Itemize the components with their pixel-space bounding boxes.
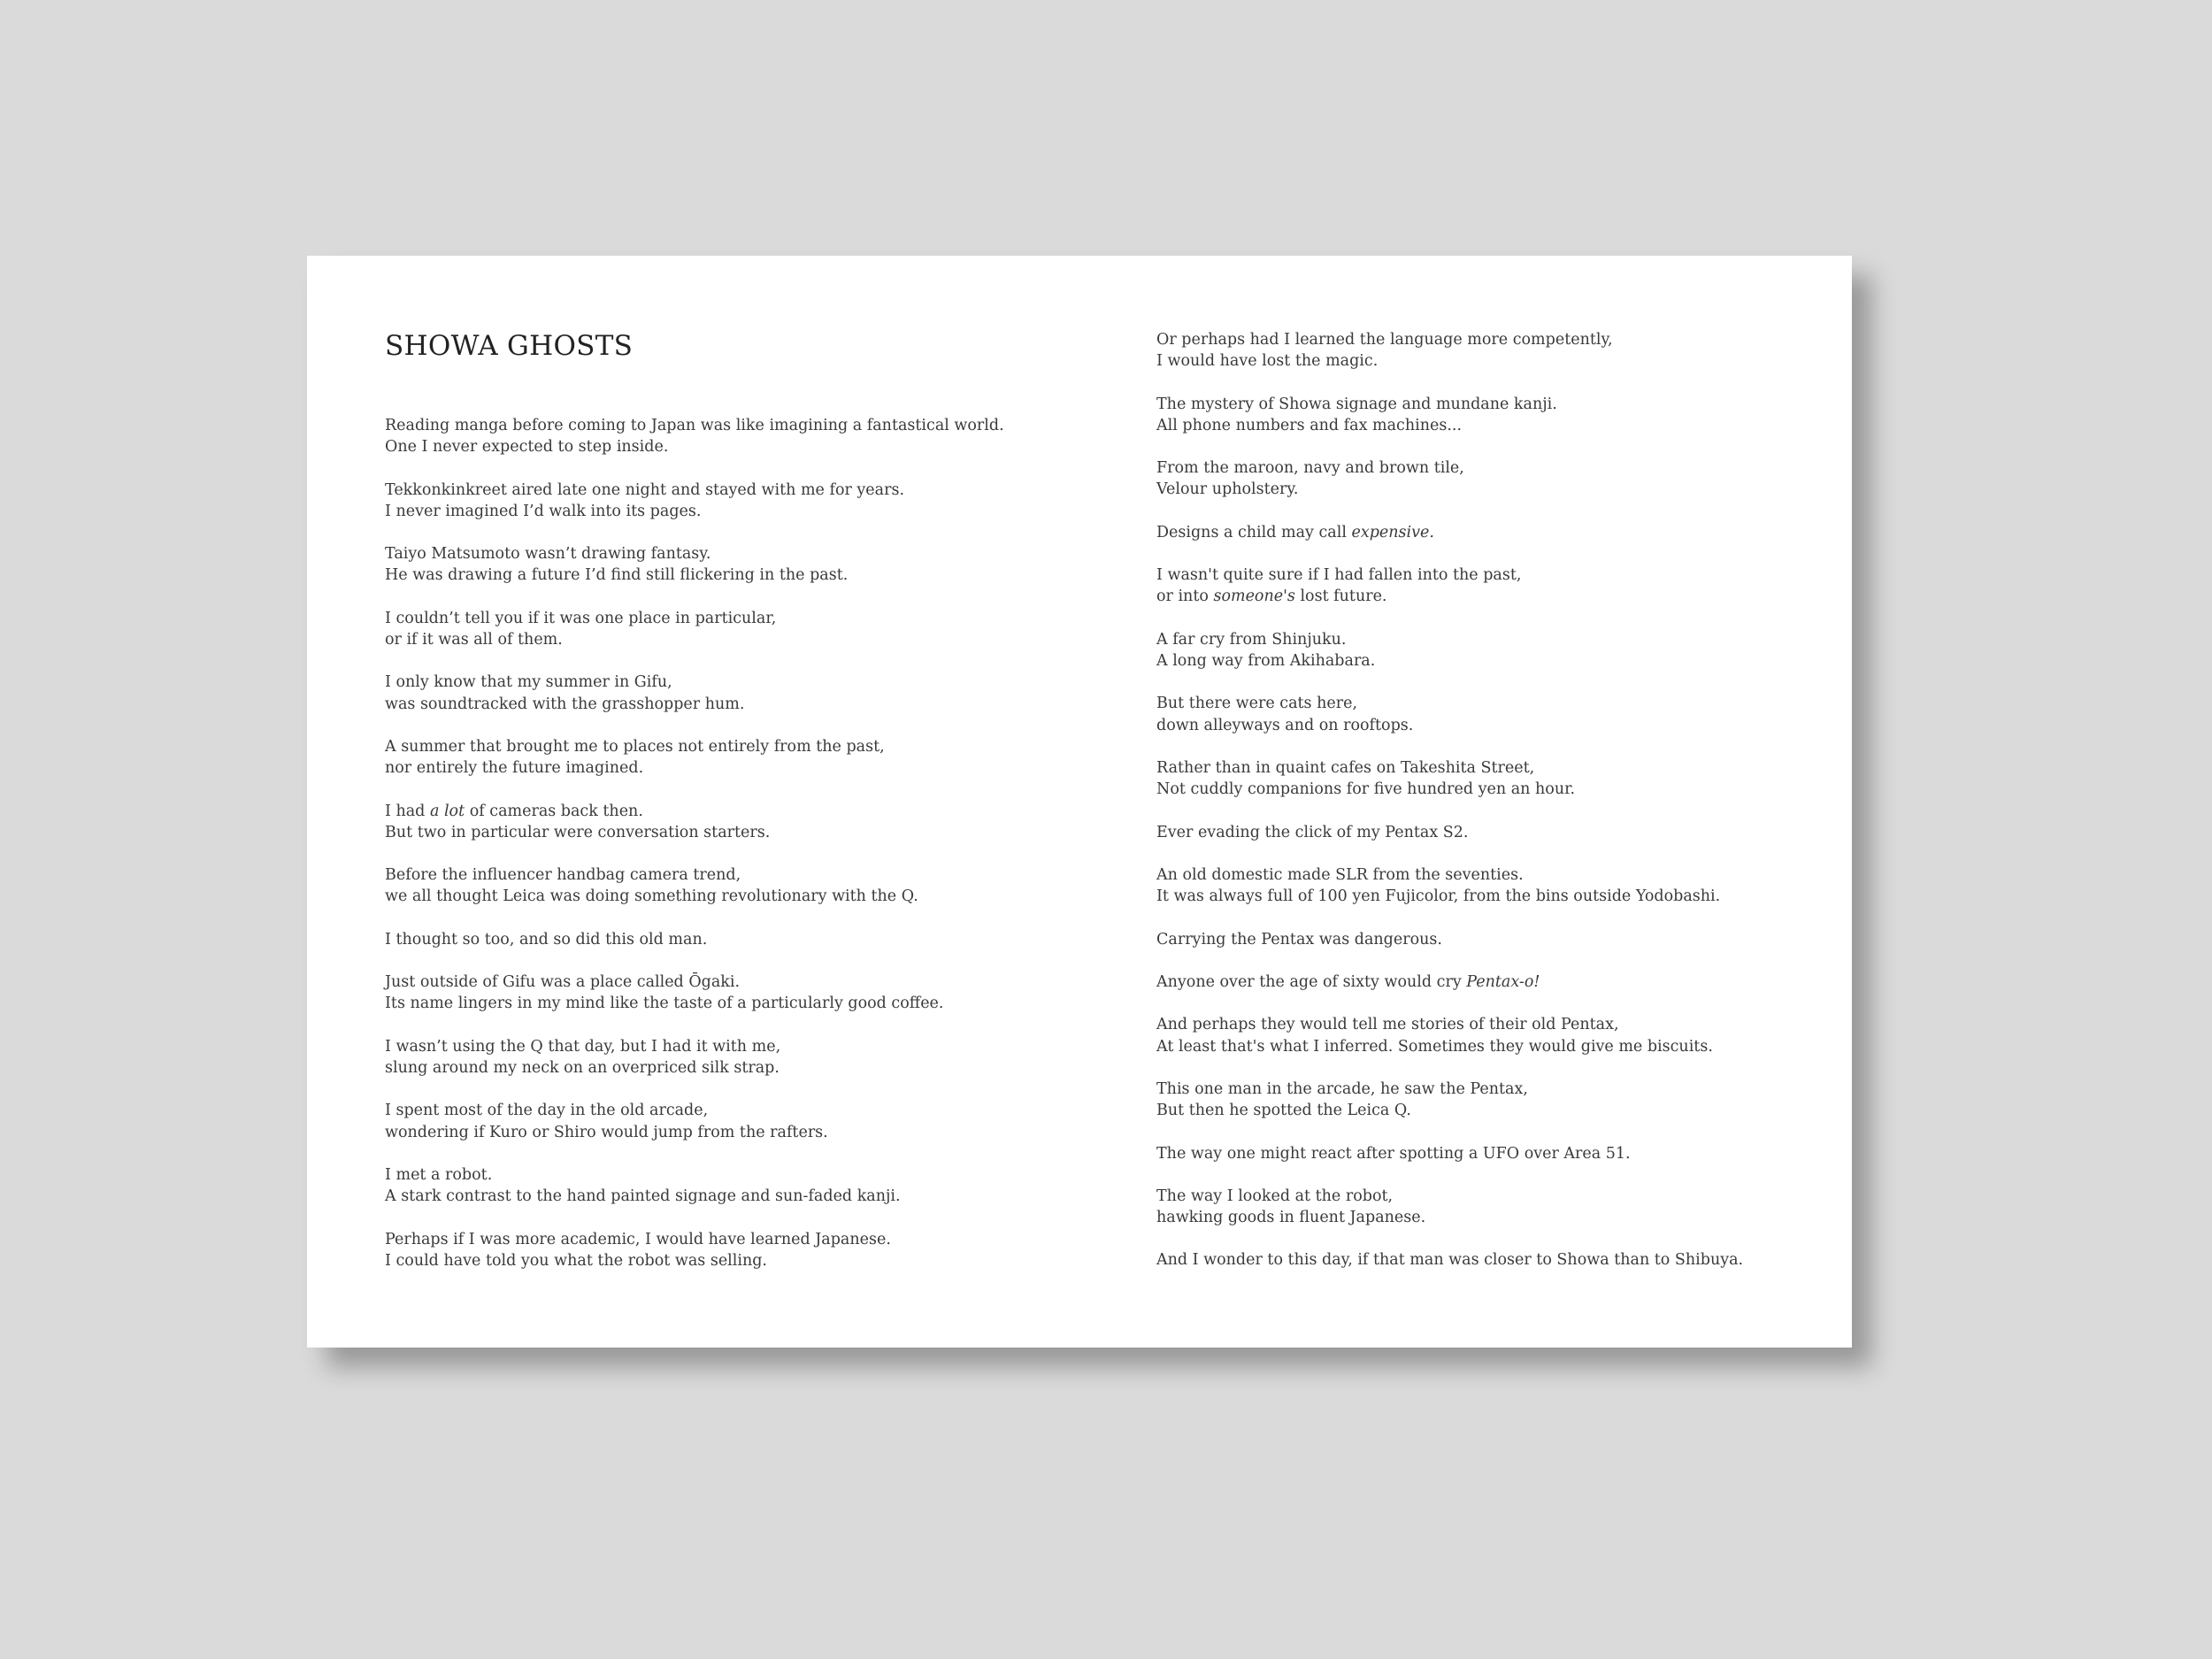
line-text: Anyone over the age of sixty would cry bbox=[1156, 972, 1467, 991]
line: But then he spotted the Leica Q. bbox=[1156, 1102, 1411, 1120]
stanza bbox=[1156, 457, 1743, 500]
line: This one man in the arcade, he saw the Pentax, bbox=[1156, 1079, 1528, 1098]
stanza bbox=[1156, 693, 1743, 735]
line: we all thought Leica was doing something revolutionary with the Q. bbox=[385, 887, 918, 906]
line: And perhaps they would tell me stories of their old Pentax, bbox=[1156, 1016, 1619, 1034]
line: A summer that brought me to places not entirely from the past, bbox=[385, 737, 885, 756]
stanza bbox=[1156, 1143, 1743, 1164]
stanza bbox=[385, 672, 1004, 714]
line: The way I looked at the robot, bbox=[1156, 1187, 1394, 1205]
line: Just outside of Gifu was a place called Ōgaki. bbox=[385, 973, 741, 992]
stanza bbox=[1156, 929, 1743, 950]
line-text: of cameras back then. bbox=[465, 802, 643, 820]
line: or if it was all of them. bbox=[385, 630, 563, 649]
stanza bbox=[385, 1229, 1004, 1271]
line: From the maroon, navy and brown tile, bbox=[1156, 459, 1464, 478]
line: But two in particular were conversation starters. bbox=[385, 823, 771, 841]
line: Velour upholstery. bbox=[1156, 480, 1299, 499]
line: The way one might react after spotting a UFO over Area 51. bbox=[1156, 1144, 1631, 1163]
line: Carrying the Pentax was dangerous. bbox=[1156, 930, 1442, 949]
line: Ever evading the click of my Pentax S2. bbox=[1156, 823, 1469, 841]
line: Not cuddly companions for five hundred yen an hour. bbox=[1156, 780, 1576, 799]
stanza bbox=[385, 801, 1004, 843]
line: I thought so too, and so did this old man. bbox=[385, 930, 708, 949]
stanza bbox=[385, 543, 1004, 586]
stanza bbox=[385, 1100, 1004, 1142]
line: The mystery of Showa signage and mundane kanji. bbox=[1156, 395, 1557, 413]
line bbox=[1156, 972, 1743, 993]
stanza bbox=[1156, 1249, 1743, 1271]
line: And I wonder to this day, if that man was closer to Showa than to Shibuya. bbox=[1156, 1251, 1744, 1270]
stanza bbox=[385, 736, 1004, 779]
line: wondering if Kuro or Shiro would jump from the rafters. bbox=[385, 1123, 828, 1141]
line: I spent most of the day in the old arcade, bbox=[385, 1102, 709, 1120]
stanza bbox=[1156, 864, 1743, 907]
left-stanzas bbox=[385, 415, 1004, 1293]
line-text: Designs a child may call bbox=[1156, 523, 1352, 541]
emphasis-text: someone's bbox=[1213, 588, 1295, 606]
line: I could have told you what the robot was selling. bbox=[385, 1251, 767, 1270]
line: was soundtracked with the grasshopper hum. bbox=[385, 695, 745, 713]
line: He was drawing a future I’d find still flickering in the past. bbox=[385, 566, 849, 585]
line: Before the influencer handbag camera trend, bbox=[385, 866, 741, 885]
stanza bbox=[1156, 757, 1743, 800]
stanza bbox=[385, 415, 1004, 457]
line: A far cry from Shinjuku. bbox=[1156, 630, 1347, 649]
stanza bbox=[1156, 1014, 1743, 1056]
line: But there were cats here, bbox=[1156, 695, 1358, 713]
stanza bbox=[1156, 522, 1743, 543]
stanza bbox=[1156, 972, 1743, 993]
stanza bbox=[1156, 629, 1743, 672]
book-spread bbox=[307, 256, 1852, 1348]
line bbox=[1156, 522, 1743, 543]
line: I wasn't quite sure if I had fallen into the past, bbox=[1156, 566, 1522, 585]
stanza bbox=[1156, 1186, 1743, 1228]
stanza bbox=[385, 929, 1004, 950]
emphasis-text: Pentax-o! bbox=[1466, 972, 1540, 991]
line: I would have lost the magic. bbox=[1156, 352, 1379, 371]
stanza bbox=[1156, 329, 1743, 372]
line: An old domestic made SLR from the seventies. bbox=[1156, 865, 1524, 884]
line: It was always full of 100 yen Fujicolor, from the bins outside Yodobashi. bbox=[1156, 887, 1721, 906]
line: Tekkonkinkreet aired late one night and stayed with me for years. bbox=[385, 480, 905, 499]
line: All phone numbers and fax machines... bbox=[1156, 416, 1463, 434]
line: I met a robot. bbox=[385, 1165, 493, 1184]
line-text: lost future. bbox=[1294, 588, 1387, 606]
stanza bbox=[385, 480, 1004, 522]
emphasis-text: a lot bbox=[429, 802, 465, 820]
line: hawking goods in fluent Japanese. bbox=[1156, 1209, 1426, 1227]
line bbox=[1156, 586, 1743, 607]
line: down alleyways and on rooftops. bbox=[1156, 716, 1414, 734]
page-title: SHOWA GHOSTS bbox=[385, 330, 634, 362]
line: Reading manga before coming to Japan was like imagining a fantastical world. bbox=[385, 417, 1004, 434]
stanza bbox=[1156, 565, 1743, 607]
line: At least that's what I inferred. Sometimes they would give me biscuits. bbox=[1156, 1037, 1713, 1056]
line: I never imagined I’d walk into its pages. bbox=[385, 502, 702, 520]
stanza bbox=[385, 864, 1004, 907]
line: One I never expected to step inside. bbox=[385, 438, 669, 457]
stanza bbox=[1156, 394, 1743, 436]
line: I wasn’t using the Q that day, but I had it with me, bbox=[385, 1037, 781, 1056]
stanza bbox=[385, 1164, 1004, 1207]
line: A stark contrast to the hand painted signage and sun-faded kanji. bbox=[385, 1187, 901, 1206]
line: slung around my neck on an overpriced silk strap. bbox=[385, 1058, 780, 1077]
stanza bbox=[385, 972, 1004, 1014]
stanza bbox=[385, 608, 1004, 650]
emphasis-text: expensive. bbox=[1351, 523, 1434, 541]
line: nor entirely the future imagined. bbox=[385, 759, 644, 778]
line-text: I had bbox=[385, 802, 430, 820]
line: Taiyo Matsumoto wasn’t drawing fantasy. bbox=[385, 545, 711, 564]
line: Or perhaps had I learned the language more competently, bbox=[1156, 331, 1613, 349]
line bbox=[385, 801, 1004, 822]
line: I couldn’t tell you if it was one place in particular, bbox=[385, 609, 777, 627]
line: Its name lingers in my mind like the taste of a particularly good coffee. bbox=[385, 995, 944, 1013]
line: I only know that my summer in Gifu, bbox=[385, 673, 672, 692]
right-stanzas bbox=[1156, 329, 1743, 1293]
line-text: or into bbox=[1156, 588, 1214, 606]
line: Perhaps if I was more academic, I would have learned Japanese. bbox=[385, 1230, 891, 1248]
line: Rather than in quaint cafes on Takeshita Street, bbox=[1156, 758, 1535, 777]
stanza bbox=[385, 1036, 1004, 1079]
stanza bbox=[1156, 822, 1743, 843]
line: A long way from Akihabara. bbox=[1156, 651, 1376, 670]
stanza bbox=[1156, 1079, 1743, 1121]
